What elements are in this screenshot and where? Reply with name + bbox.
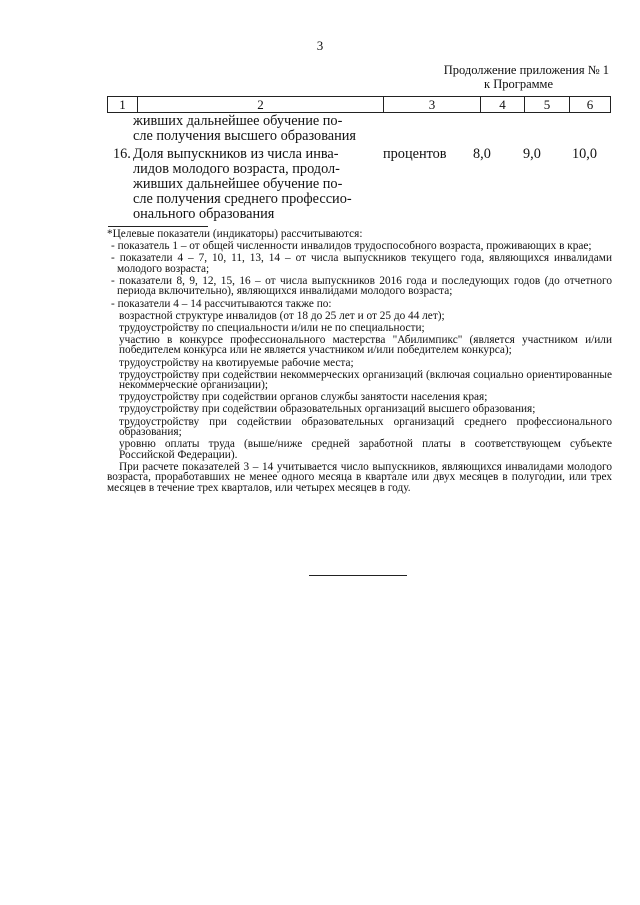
- footnote-item: - показатели 8, 9, 12, 15, 16 – от числа выпускников 2016 года и последующих годов (до отчетного периода включительно), являющихся инвалидами молодого возраста;: [111, 274, 612, 298]
- row-16-number: 16.: [113, 146, 131, 162]
- footnotes-block: [107, 229, 612, 495]
- footnote-subitem: трудоустройству на квотируемые рабочие места;: [119, 356, 354, 369]
- appendix-program-subtitle: к Программе: [484, 77, 554, 91]
- appendix-continuation-title: Продолжение приложения № 1: [443, 63, 609, 77]
- column-header-1: 1: [108, 97, 138, 112]
- footnote-subitem: трудоустройству при содействии образовательных организаций высшего образования;: [119, 403, 536, 416]
- footnote-item: - показатель 1 – от общей численности инвалидов трудоспособного возраста, проживающих в крае;: [111, 240, 592, 253]
- row-16-value-col5: 9,0: [523, 146, 541, 162]
- footnote-subitem: трудоустройству по специальности и/или не по специальности;: [119, 321, 425, 334]
- row-16-value-col4: 8,0: [473, 146, 491, 162]
- footnote-subitem: возрастной структуре инвалидов (от 18 до 25 лет и от 25 до 44 лет);: [119, 309, 445, 322]
- page-number: 3: [316, 38, 324, 53]
- footnote-subitem: участию в конкурсе профессионального мастерства "Абилимпикс" (является участником и/или победителем конкурса или не является участником и/или победителем конкурса);: [119, 333, 612, 357]
- footnote-subitem: трудоустройству при содействии образовательных организаций среднего профессионального образования;: [119, 415, 612, 439]
- column-header-6: 6: [586, 97, 594, 112]
- continued-row-indicator-name: живших дальнейшее обучение по- сле получения высшего образования: [133, 113, 356, 144]
- footnote-subitem: уровню оплаты труда (выше/ниже средней заработной платы в соответствующем субъекте Российской Федерации).: [119, 438, 612, 461]
- column-header-2: 2: [138, 97, 384, 112]
- footnote-item: - показатели 4 – 7, 10, 11, 13, 14 – от числа выпускников текущего года, являющихся инвалидами молодого возраста;: [111, 252, 612, 275]
- footnote-closing-paragraph: При расчете показателей 3 – 14 учитывается число выпускников, являющихся инвалидами молодого возраста, проработавших не менее одного месяца в квартале или двух месяцев в полугодии, или трех месяцев в течение трех кварталов, или четырех месяцев в году.: [107, 460, 612, 495]
- footnote-item: - показатели 4 – 14 рассчитываются также по:: [111, 297, 332, 310]
- row-16-value-col6: 10,0: [572, 146, 598, 162]
- row-16-unit: процентов: [383, 146, 447, 162]
- document-end-line: [309, 575, 407, 576]
- table-column-header-row: [107, 96, 611, 113]
- row-16-indicator-name: Доля выпускников из числа инва- лидов молодого возраста, продол- живших дальнейшее обучение по- сле получения среднего профессио- онального образования: [133, 146, 352, 222]
- footnote-subitem: трудоустройству при содействии органов службы занятости населения края;: [119, 391, 488, 404]
- column-header-5: 5: [525, 97, 570, 112]
- column-header-4: 4: [481, 97, 525, 112]
- footnote-separator: [108, 226, 208, 227]
- footnote-intro: *Целевые показатели (индикаторы) рассчитываются:: [107, 228, 363, 240]
- footnote-subitem: трудоустройству при содействии некоммерческих организаций (включая социально ориентированные некоммерческие организации);: [119, 368, 612, 392]
- column-header-3: 3: [384, 97, 481, 112]
